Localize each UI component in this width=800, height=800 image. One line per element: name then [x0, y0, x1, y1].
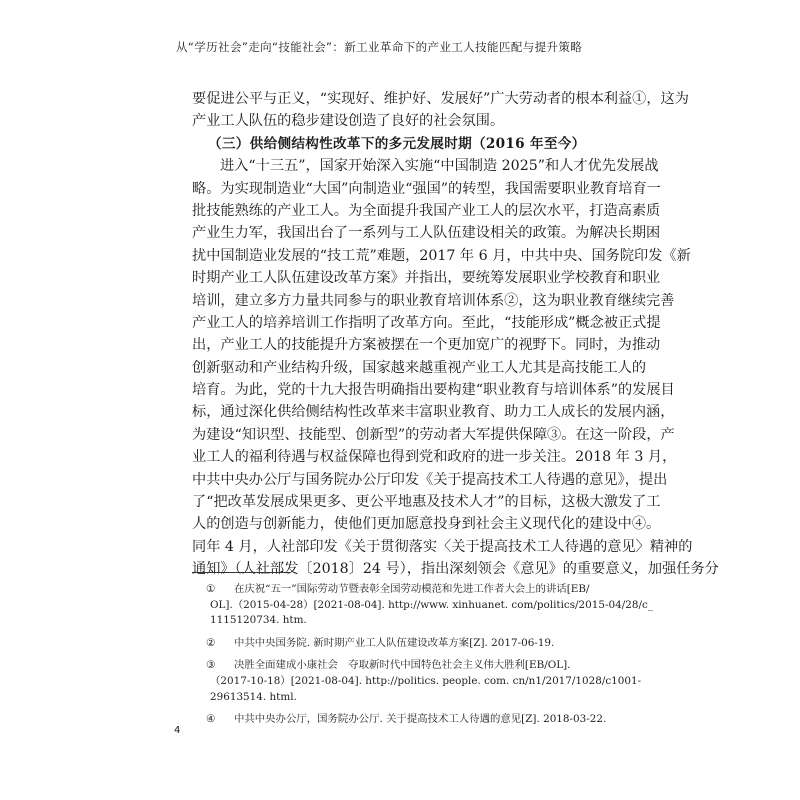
body-line: 批技能熟练的产业工人。为全面提升我国产业工人的层次水平，打造高素质 — [192, 202, 661, 219]
body-line: 创新驱动和产业结构升级，国家越来越重视产业工人尤其是高技能工人的 — [192, 359, 647, 376]
footnote-text: 决胜全面建成小康社会 夺取新时代中国特色社会主义伟大胜利[EB/OL]. — [234, 659, 571, 672]
footnote-text: 中共中央办公厅，国务院办公厅. 关于提高技术工人待遇的意见[Z]. 2018-03-22. — [234, 713, 607, 726]
body-line: 培训，建立多方力量共同参与的职业教育培训体系②，这为职业教育继续完善 — [192, 292, 675, 309]
footnote-divider — [192, 572, 290, 573]
body-line: 中共中央办公厅与国务院办公厅印发《关于提高技术工人待遇的意见》，提出 — [192, 471, 668, 488]
footnote-marker: ③ — [206, 659, 216, 672]
footnote-4 — [196, 712, 607, 728]
body-line: 标，通过深化供给侧结构性改革来丰富职业教育、助力工人成长的发展内涵， — [192, 404, 675, 421]
footnote-2 — [196, 636, 592, 652]
body-line: 扰中国制造业发展的“技工荒”难题，2017 年 6 月，中共中央、国务院印发《新 — [192, 247, 691, 264]
body-line: 通知》（人社部发〔2018〕24 号），指出深刻领会《意见》的重要意义，加强任务分 — [192, 561, 719, 578]
body-line: 产业工人队伍的稳步建设创造了良好的社会氛围。 — [192, 113, 505, 130]
body-line: 同年 4 月，人社部印发《关于贯彻落实〈关于提高技术工人待遇的意见〉精神的 — [192, 538, 693, 555]
body-line: 为建设“知识型、技能型、创新型”的劳动者大军提供保障③。在这一阶段，产 — [192, 426, 675, 443]
footnote-text: 1115120734. htm. — [210, 614, 307, 627]
body-line: 培育。为此，党的十九大报告明确指出要构建“职业教育与培训体系”的发展目 — [192, 382, 675, 399]
footnote-1 — [196, 582, 653, 629]
section-heading: （三）供给侧结构性改革下的多元发展时期（2016 年至今） — [208, 135, 586, 152]
body-line: 略。为实现制造业“大国”向制造业“强国”的转型，我国需要职业教育培育一 — [192, 180, 661, 197]
body-line: 产业生力军，我国出台了一系列与工人队伍建设相关的政策。为解决长期困 — [192, 225, 661, 242]
footnote-text: 在庆祝“五一”国际劳动节暨表彰全国劳动模范和先进工作者大会上的讲话[EB/ — [234, 583, 590, 595]
page-number: 4 — [174, 725, 181, 736]
body-line: 进入“十三五”，国家开始深入实施“中国制造 2025”和人才优先发展战 — [220, 158, 659, 175]
footnote-text: 29613514. html. — [210, 690, 297, 703]
footnote-3 — [196, 658, 642, 705]
body-line: 出，产业工人的技能提升方案被摆在一个更加宽广的视野下。同时，为推动 — [192, 337, 661, 354]
body-line: 时期产业工人队伍建设改革方案》并指出，要统筹发展职业学校教育和职业 — [192, 270, 661, 287]
footnote-marker: ④ — [206, 713, 216, 726]
footnote-marker: ① — [206, 583, 216, 595]
body-text — [192, 88, 719, 581]
footnote-text: 中共中央国务院. 新时期产业工人队伍建设改革方案[Z]. 2017-06-19. — [234, 636, 555, 649]
footnote-text: （2017-10-18）[2021-08-04]. http://politics. people. com. cn/n1/2017/1028/c1001- — [210, 674, 642, 687]
running-head: 从“学历社会”走向“技能社会”：新工业革命下的产业工人技能匹配与提升策略 — [176, 40, 583, 54]
body-line: 产业工人的培养培训工作指明了改革方向。至此，“技能形成”概念被正式提 — [192, 314, 661, 331]
body-line: 业工人的福利待遇与权益保障也得到党和政府的进一步关注。2018 年 3 月， — [192, 449, 677, 466]
body-line: 人的创造与创新能力，使他们更加愿意投身到社会主义现代化的建设中④。 — [192, 516, 661, 533]
body-line: 要促进公平与正义，“实现好、维护好、发展好”广大劳动者的根本利益①，这为 — [192, 91, 689, 107]
body-line: 了“把改革发展成果更多、更公平地惠及技术人才”的目标，这极大激发了工 — [192, 494, 661, 511]
footnotes — [196, 582, 653, 735]
footnote-marker: ② — [206, 636, 216, 649]
footnote-text: OL].（2015-04-28）[2021-08-04]. http://www. xinhuanet. com/politics/2015-04/28/c_ — [210, 598, 653, 611]
